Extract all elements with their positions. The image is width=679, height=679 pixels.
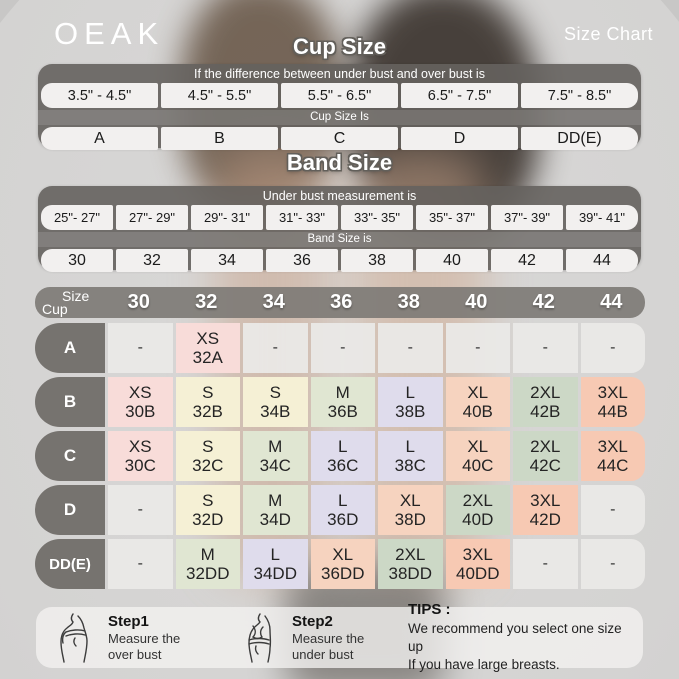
size-label: S <box>269 382 281 402</box>
measuring-instructions-panel <box>36 600 643 673</box>
cup-size-subtitle: If the difference between under bust and over bust is <box>194 67 485 81</box>
size-cell-empty: - <box>513 539 578 589</box>
cup-row-label: D <box>35 485 105 535</box>
cup-size-title: Cup Size <box>293 34 386 59</box>
cup-row-label: A <box>35 323 105 373</box>
matrix-row <box>35 485 645 535</box>
band-value-cell: 32 <box>116 249 188 272</box>
size-code: 36DD <box>321 564 365 583</box>
size-label: S <box>202 436 214 456</box>
band-size-subtitle: Under bust measurement is <box>262 189 417 203</box>
matrix-row <box>35 377 645 427</box>
cup-range-cell: 5.5" - 6.5" <box>281 83 398 108</box>
size-cell <box>108 377 173 427</box>
cup-range-cell: 7.5" - 8.5" <box>521 83 638 108</box>
size-cell-empty: - <box>513 323 578 373</box>
band-value-cell: 30 <box>41 249 113 272</box>
size-label: 3XL <box>530 490 561 510</box>
band-values-row <box>38 249 641 272</box>
size-cell-empty: - <box>581 539 646 589</box>
cup-range-cell: 6.5" - 7.5" <box>401 83 518 108</box>
size-cell <box>311 485 376 535</box>
size-cell-empty: - <box>108 323 173 373</box>
size-cell <box>513 377 578 427</box>
size-cell <box>513 485 578 535</box>
cup-letter-cell: D <box>401 127 518 150</box>
size-cell <box>243 431 308 481</box>
size-code: 30C <box>124 456 156 475</box>
band-range-cell: 39"- 41" <box>566 205 638 230</box>
band-value-cell: 42 <box>491 249 563 272</box>
size-label: L <box>405 436 415 456</box>
size-code: 42B <box>530 402 561 421</box>
size-code: 32DD <box>186 564 230 583</box>
page-title: Size Chart <box>563 24 653 44</box>
size-label: 3XL <box>462 544 493 564</box>
size-label: S <box>202 490 214 510</box>
band-value-cell: 44 <box>566 249 638 272</box>
tips-line-2: If you have large breasts. <box>408 657 560 673</box>
band-size-table <box>38 186 641 270</box>
size-cell-empty: - <box>581 323 646 373</box>
matrix-column-header: 40 <box>465 291 488 313</box>
size-label: XS <box>196 328 220 348</box>
step2-block <box>292 613 394 663</box>
size-code: 32D <box>192 510 224 529</box>
size-cell <box>446 377 511 427</box>
step1-block <box>108 613 210 663</box>
size-cell <box>311 431 376 481</box>
size-cell-empty: - <box>378 323 443 373</box>
cup-size-is-label: Cup Size Is <box>38 110 641 125</box>
size-label: XL <box>332 544 354 564</box>
size-code: 30B <box>125 402 156 421</box>
size-code: 36D <box>327 510 359 529</box>
size-label: M <box>268 436 283 456</box>
band-value-cell: 40 <box>416 249 488 272</box>
matrix-column-header: 44 <box>600 291 623 313</box>
cup-letter-cell: DD(E) <box>521 127 638 150</box>
size-cell <box>581 431 646 481</box>
size-code: 44C <box>597 456 629 475</box>
size-cell <box>108 431 173 481</box>
size-code: 34DD <box>253 564 297 583</box>
size-cell-empty: - <box>311 323 376 373</box>
size-cell <box>446 431 511 481</box>
size-cell <box>446 485 511 535</box>
matrix-corner-cell <box>35 287 105 318</box>
matrix-body <box>35 323 645 593</box>
size-cell <box>176 539 241 589</box>
tips-block <box>408 601 627 675</box>
size-cell <box>446 539 511 589</box>
matrix-column-header: 42 <box>532 291 555 313</box>
size-code: 38D <box>394 510 426 529</box>
size-cell <box>378 431 443 481</box>
size-cell-empty: - <box>108 539 173 589</box>
size-label: L <box>270 544 280 564</box>
band-ranges-row <box>38 205 641 230</box>
size-code: 38C <box>394 456 426 475</box>
size-label: L <box>338 436 348 456</box>
cup-ranges-row <box>38 83 641 108</box>
tips-line-1: We recommend you select one size up <box>408 620 622 654</box>
size-label: XL <box>467 436 489 456</box>
size-code: 32B <box>192 402 223 421</box>
size-cell <box>378 485 443 535</box>
size-cell <box>513 431 578 481</box>
band-value-cell: 34 <box>191 249 263 272</box>
step2-description: Measure the under bust <box>292 630 365 662</box>
size-label: S <box>202 382 214 402</box>
size-cell <box>243 377 308 427</box>
corner-size-label: Size <box>62 288 90 304</box>
size-code: 42D <box>529 510 561 529</box>
brand-logo: OEAK <box>54 16 165 51</box>
step2-label: Step2 <box>292 612 333 630</box>
size-cell <box>311 377 376 427</box>
size-label: M <box>335 382 350 402</box>
size-label: M <box>200 544 215 564</box>
size-cell-empty: - <box>581 485 646 535</box>
band-range-cell: 35"- 37" <box>416 205 488 230</box>
size-code: 44B <box>597 402 628 421</box>
band-range-cell: 33"- 35" <box>341 205 413 230</box>
size-code: 36C <box>327 456 359 475</box>
size-cell <box>378 539 443 589</box>
cup-letter-cell: B <box>161 127 278 150</box>
size-label: 2XL <box>530 382 561 402</box>
size-code: 34C <box>259 456 291 475</box>
size-code: 40D <box>462 510 494 529</box>
size-code: 32A <box>192 348 223 367</box>
matrix-row <box>35 539 645 589</box>
corner-cup-label: Cup <box>42 301 68 317</box>
size-cell <box>311 539 376 589</box>
cup-range-cell: 3.5" - 4.5" <box>41 83 158 108</box>
matrix-row <box>35 323 645 373</box>
cup-size-table <box>38 64 641 148</box>
size-code: 40B <box>462 402 493 421</box>
matrix-column-header: 34 <box>262 291 285 313</box>
over-bust-measure-icon <box>52 612 98 664</box>
size-code: 38DD <box>388 564 432 583</box>
size-label: 2XL <box>530 436 561 456</box>
size-cell <box>581 377 646 427</box>
matrix-column-header: 32 <box>195 291 218 313</box>
size-cell <box>176 485 241 535</box>
cup-row-label: C <box>35 431 105 481</box>
size-code: 32C <box>192 456 224 475</box>
size-cell-empty: - <box>108 485 173 535</box>
band-range-cell: 27"- 29" <box>116 205 188 230</box>
size-cell <box>176 431 241 481</box>
size-label: XS <box>128 436 152 456</box>
tips-label: TIPS : <box>408 600 451 618</box>
cup-row-label: B <box>35 377 105 427</box>
under-bust-measure-icon <box>236 612 282 664</box>
matrix-row <box>35 431 645 481</box>
size-label: 3XL <box>597 382 628 402</box>
cup-row-label: DD(E) <box>35 539 105 589</box>
size-code: 36B <box>327 402 358 421</box>
size-cell-empty: - <box>446 323 511 373</box>
size-label: XS <box>128 382 152 402</box>
size-cell <box>378 377 443 427</box>
size-label: 2XL <box>395 544 426 564</box>
size-cell <box>243 539 308 589</box>
size-label: L <box>338 490 348 510</box>
size-label: L <box>405 382 415 402</box>
band-range-cell: 37"- 39" <box>491 205 563 230</box>
cup-letter-cell: C <box>281 127 398 150</box>
size-code: 38B <box>395 402 426 421</box>
size-code: 40C <box>462 456 494 475</box>
band-size-title: Band Size <box>286 150 393 175</box>
size-code: 42C <box>529 456 561 475</box>
matrix-header <box>35 287 645 318</box>
size-code: 40DD <box>456 564 500 583</box>
matrix-column-header: 36 <box>330 291 353 313</box>
step1-description: Measure the over bust <box>108 630 181 662</box>
size-label: XL <box>399 490 421 510</box>
size-label: 2XL <box>462 490 493 510</box>
step1-label: Step1 <box>108 612 149 630</box>
cup-range-cell: 4.5" - 5.5" <box>161 83 278 108</box>
band-range-cell: 29"- 31" <box>191 205 263 230</box>
cup-letter-cell: A <box>41 127 158 150</box>
band-range-cell: 31"- 33" <box>266 205 338 230</box>
matrix-column-header: 38 <box>397 291 420 313</box>
size-label: 3XL <box>597 436 628 456</box>
size-label: M <box>268 490 283 510</box>
size-code: 34B <box>260 402 291 421</box>
size-cell <box>176 323 241 373</box>
size-cell <box>243 485 308 535</box>
band-range-cell: 25"- 27" <box>41 205 113 230</box>
size-code: 34D <box>259 510 291 529</box>
band-size-is-label: Band Size is <box>38 232 641 247</box>
size-cell-empty: - <box>243 323 308 373</box>
cup-letters-row <box>38 127 641 150</box>
matrix-column-header: 30 <box>127 291 150 313</box>
band-value-cell: 36 <box>266 249 338 272</box>
size-label: XL <box>467 382 489 402</box>
band-value-cell: 38 <box>341 249 413 272</box>
size-cell <box>176 377 241 427</box>
